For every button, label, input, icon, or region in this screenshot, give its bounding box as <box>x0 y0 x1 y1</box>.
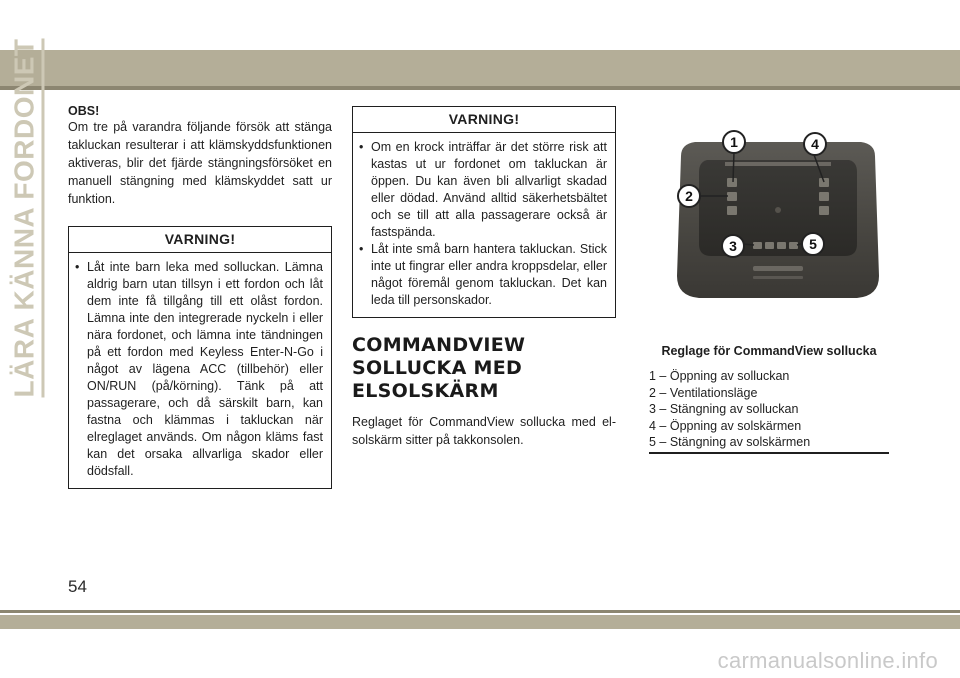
warning-title: VARNING! <box>353 107 615 133</box>
note-text: Om tre på varandra följande försök att stänga takluckan resulterar i att klämskyddsfunktionen aktiveras, blir det fjärde stängningsförsöket en manuell stängning med klämskyddet satt ur funktion. <box>68 120 332 206</box>
warning-box-middle <box>352 106 616 318</box>
column-left <box>68 96 332 489</box>
legend-item: 5 – Stängning av solskärmen <box>649 435 811 449</box>
legend-rule <box>649 452 889 454</box>
figure-caption: Reglage för CommandView sollucka <box>661 344 877 358</box>
callout-1: 1 <box>730 134 738 150</box>
callout-4: 4 <box>811 136 819 152</box>
page-number: 54 <box>68 577 87 596</box>
warning-bullet: • Om en krock inträffar är det större risk att kastas ut ur fordonet om takluckan är öppen. Du kan även bli allvarligt skadad eller dödad. Använd alltid säkerhetsbältet och se till att alla passagerare också är fastspända. <box>359 140 607 239</box>
figure-legend <box>649 368 889 451</box>
section-body: Reglaget för CommandView sollucka med elsolskärm sitter på takkonsolen. <box>352 415 616 447</box>
warning-title: VARNING! <box>69 227 331 253</box>
header-band <box>0 50 960 86</box>
header-rule <box>0 86 960 90</box>
legend-item: 3 – Stängning av solluckan <box>649 402 799 416</box>
section-title: LÄRA KÄNNA FORDONET <box>8 39 44 398</box>
warning-bullet: • Låt inte barn leka med solluckan. Lämna aldrig barn utan tillsyn i ett fordon och låt dem inte få tillgång till ett olåst fordon. Lämna inte den integrerade nyckeln i eller nära fordonet, och lämna inte tändningen på ett fordon med Keyless Enter-N-Go i något av lägena ACC (tillbehör) eller ON/RUN (på/körning). Tänk på att passagerare, och då särskilt barn, kan fastna och klämmas i takluckan när elreglaget används. Om någon kläms fast kan det orsaka allvarliga skador eller dödsfall. <box>75 260 323 478</box>
note-label: OBS! <box>68 104 100 118</box>
legend-item: 4 – Öppning av solskärmen <box>649 418 802 433</box>
warning-box-left <box>68 226 332 489</box>
column-middle <box>352 106 616 449</box>
legend-item: 1 – Öppning av solluckan <box>649 369 790 383</box>
callout-2: 2 <box>685 188 693 204</box>
section-heading: COMMANDVIEW SOLLUCKA MED ELSOLSKÄRM <box>352 334 526 402</box>
overhead-console-photo <box>667 116 889 328</box>
section-side-tab <box>6 38 46 398</box>
footer-band <box>0 615 960 629</box>
legend-item: 2 – Ventilationsläge <box>649 385 758 400</box>
warning-bullet: • Låt inte små barn hantera takluckan. Stick inte ut fingrar eller andra kroppsdelar, eller något föremål genom takluckan. Det kan leda till personskador. <box>359 242 607 307</box>
watermark: carmanualsonline.info <box>717 648 938 673</box>
footer-rule <box>0 610 960 613</box>
callout-5: 5 <box>809 236 817 252</box>
callout-3: 3 <box>729 238 737 254</box>
